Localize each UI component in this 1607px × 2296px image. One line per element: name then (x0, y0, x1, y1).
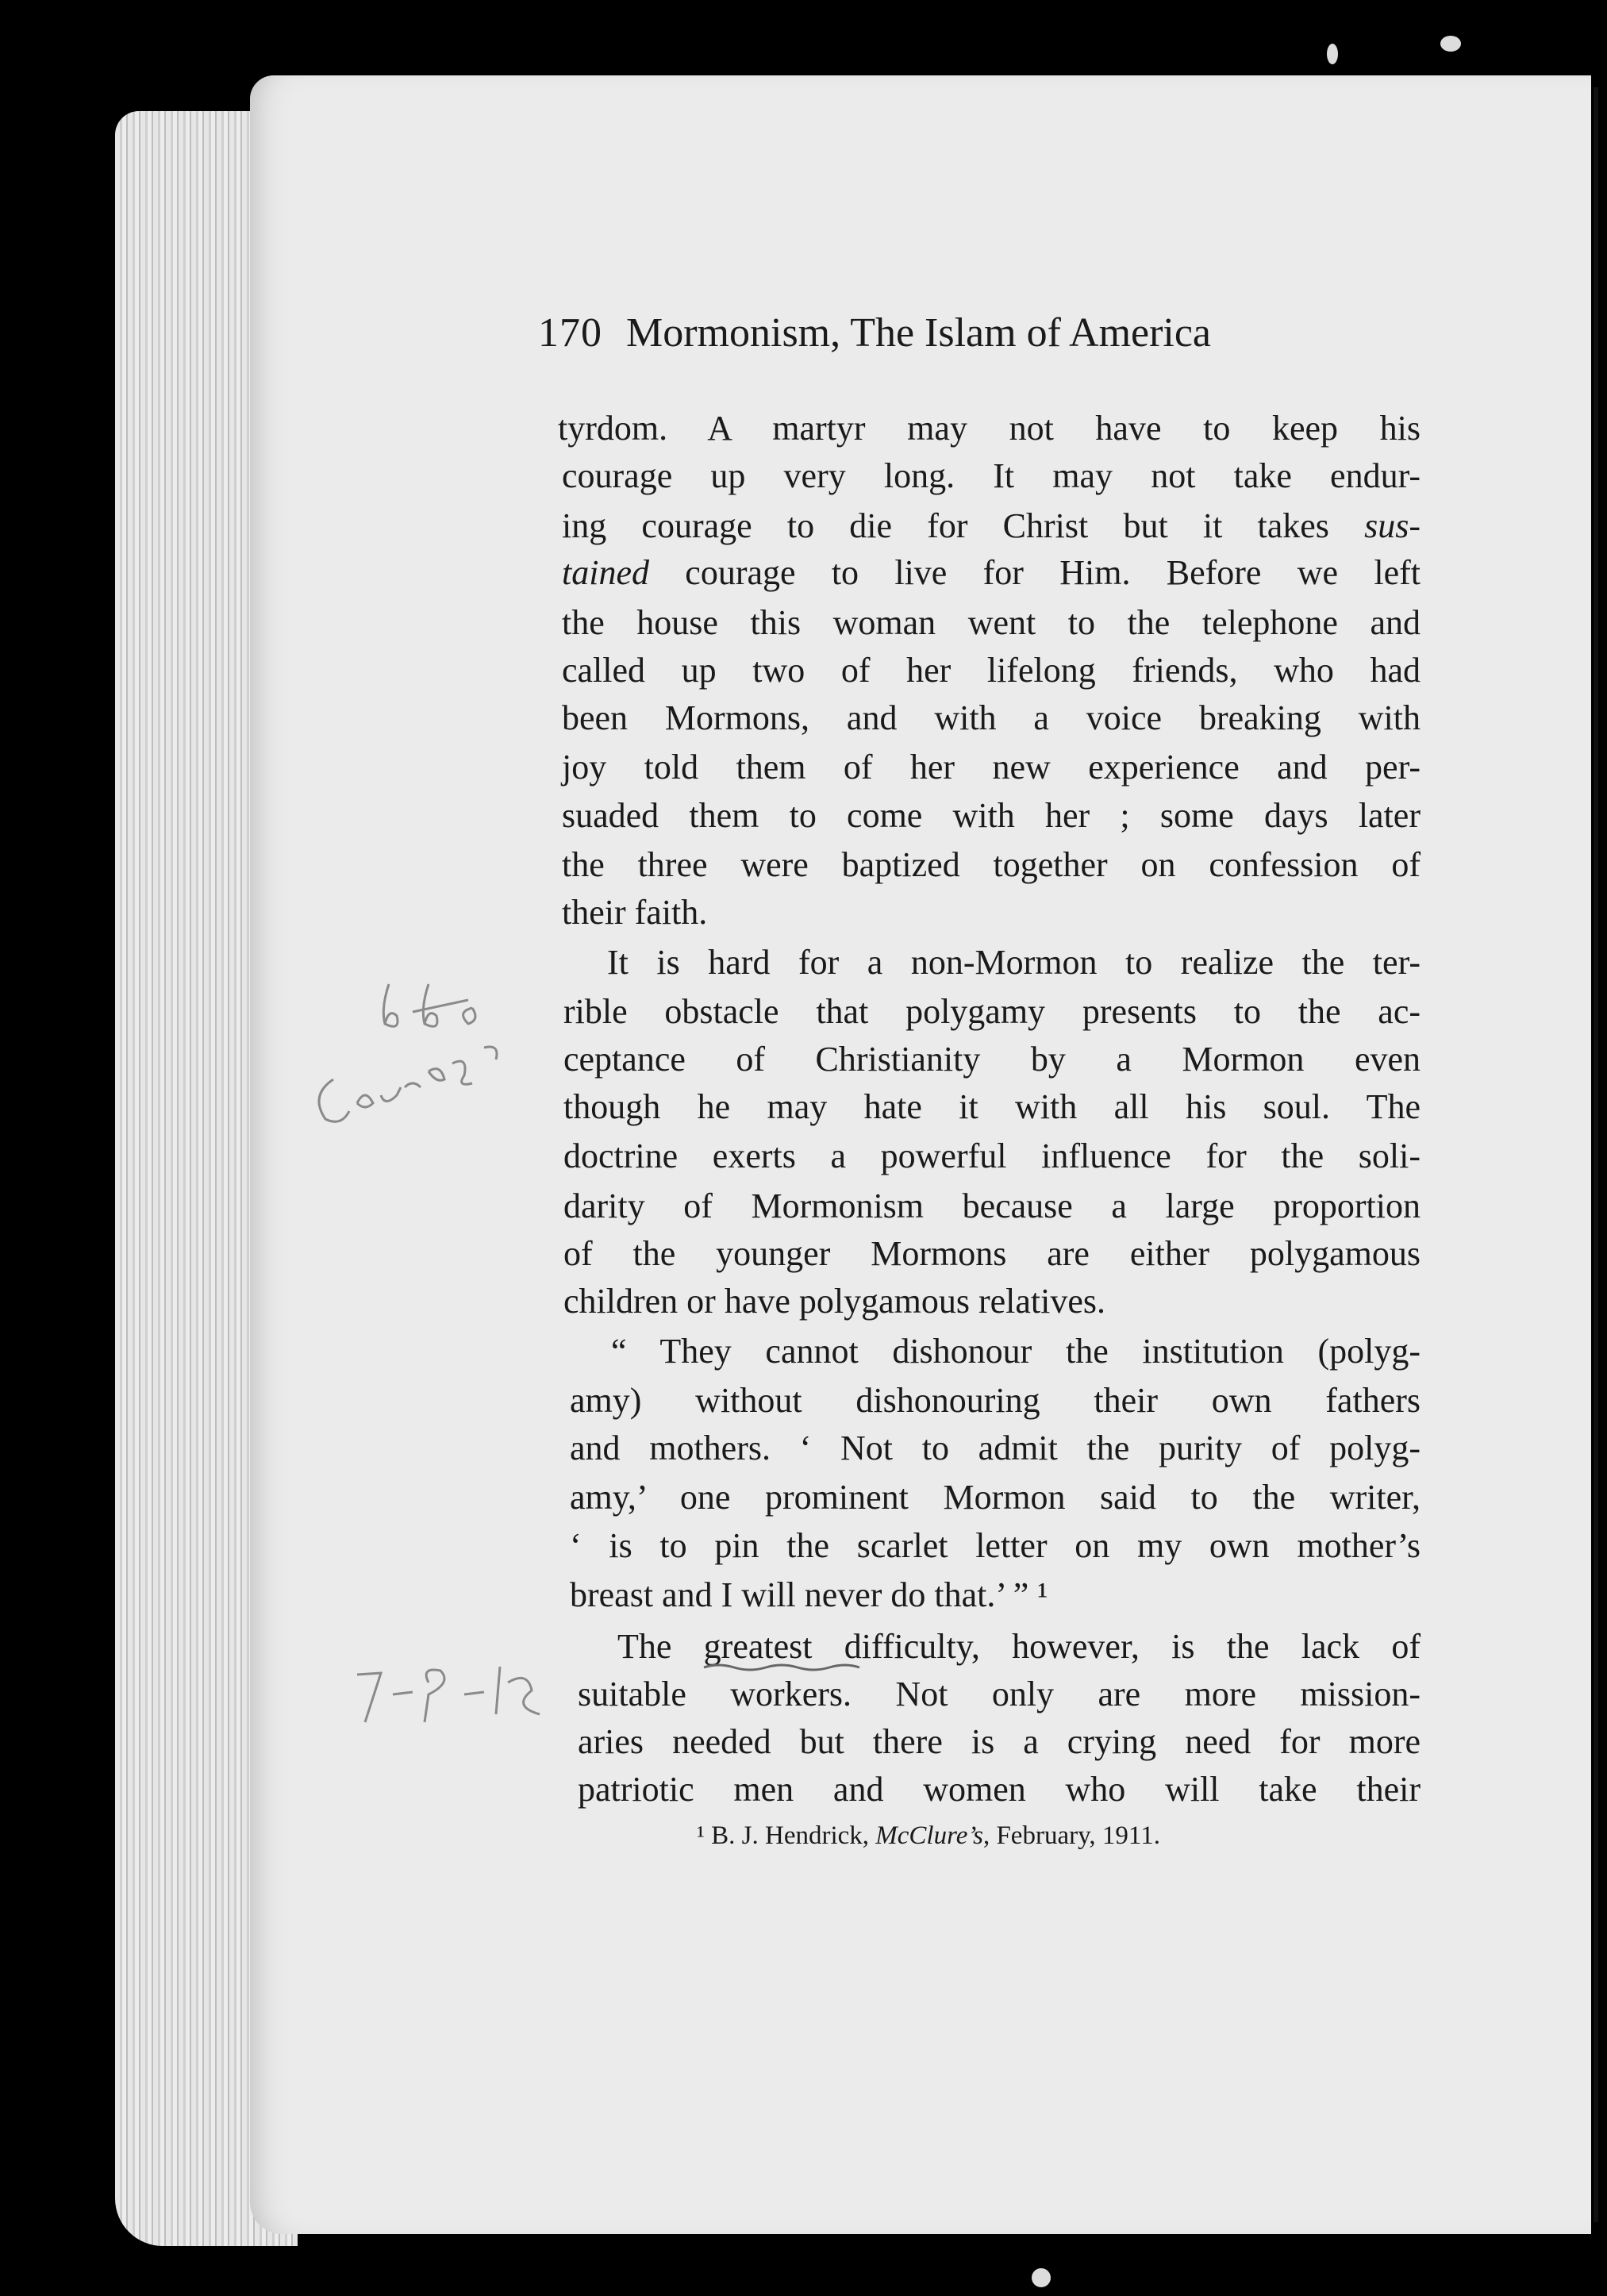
body-line: suaded them to come with her ; some days later (562, 796, 1421, 835)
body-line: their faith. (562, 893, 708, 932)
scan-speck (1327, 44, 1338, 64)
body-line: ing courage to die for Christ but it takes sus- (562, 506, 1421, 545)
body-line: It is hard for a non-Mormon to realize the ter- (607, 943, 1421, 982)
footnote-text: ¹ B. J. Hendrick, McClure’s, February, 1911. (697, 1821, 1160, 1850)
body-line: joy told them of her new experience and per- (562, 748, 1421, 786)
body-line: aries needed but there is a crying need for more (578, 1722, 1421, 1761)
page-number: 170 (538, 310, 602, 356)
body-line: the house this woman went to the telephone and (562, 603, 1421, 642)
body-line: breast and I will never do that.’ ” ¹ (570, 1575, 1048, 1614)
body-line: darity of Mormonism because a large proportion (563, 1186, 1421, 1225)
body-line: ceptance of Christianity by a Mormon even (563, 1040, 1421, 1079)
margin-note-date (349, 1651, 556, 1738)
body-line: doctrine exerts a powerful influence for the soli- (563, 1136, 1421, 1175)
body-line: ‘ is to pin the scarlet letter on my own mother’s (570, 1526, 1421, 1565)
scan-speck (1440, 36, 1461, 52)
body-line: the three were baptized together on confession of (562, 845, 1421, 884)
body-line: though he may hate it with all his soul. The (563, 1087, 1421, 1126)
body-line: tained courage to live for Him. Before we left (562, 553, 1421, 592)
running-title: Mormonism, The Islam of America (626, 310, 1212, 356)
body-line: tyrdom. A martyr may not have to keep his (558, 409, 1421, 448)
pencil-underline (702, 1661, 861, 1672)
body-line: rible obstacle that polygamy presents to the ac- (563, 992, 1421, 1031)
body-line: patriotic men and women who will take their (578, 1770, 1421, 1809)
gutter-edge (1594, 87, 1598, 2222)
body-line: called up two of her lifelong friends, who had (562, 651, 1421, 690)
body-line: of the younger Mormons are either polygamous (563, 1234, 1421, 1273)
body-line: The greatest difficulty, however, is the lack of (617, 1627, 1421, 1666)
footnote (697, 1821, 1411, 1851)
body-line: been Mormons, and with a voice breaking with (562, 698, 1421, 737)
body-line: amy) without dishonouring their own fathers (570, 1381, 1421, 1420)
body-line: suitable workers. Not only are more mission- (578, 1675, 1421, 1713)
body-line: amy,’ one prominent Mormon said to the writer, (570, 1478, 1421, 1517)
scan-speck (1032, 2268, 1051, 2287)
body-line: and mothers. ‘ Not to admit the purity of polyg- (570, 1429, 1421, 1467)
running-header (538, 310, 1427, 381)
body-line: “ They cannot dishonour the institution (polyg- (611, 1332, 1421, 1371)
margin-note-handwriting (309, 968, 548, 1159)
body-line: children or have polygamous relatives. (563, 1282, 1106, 1321)
body-line: courage up very long. It may not take endur- (562, 456, 1421, 495)
